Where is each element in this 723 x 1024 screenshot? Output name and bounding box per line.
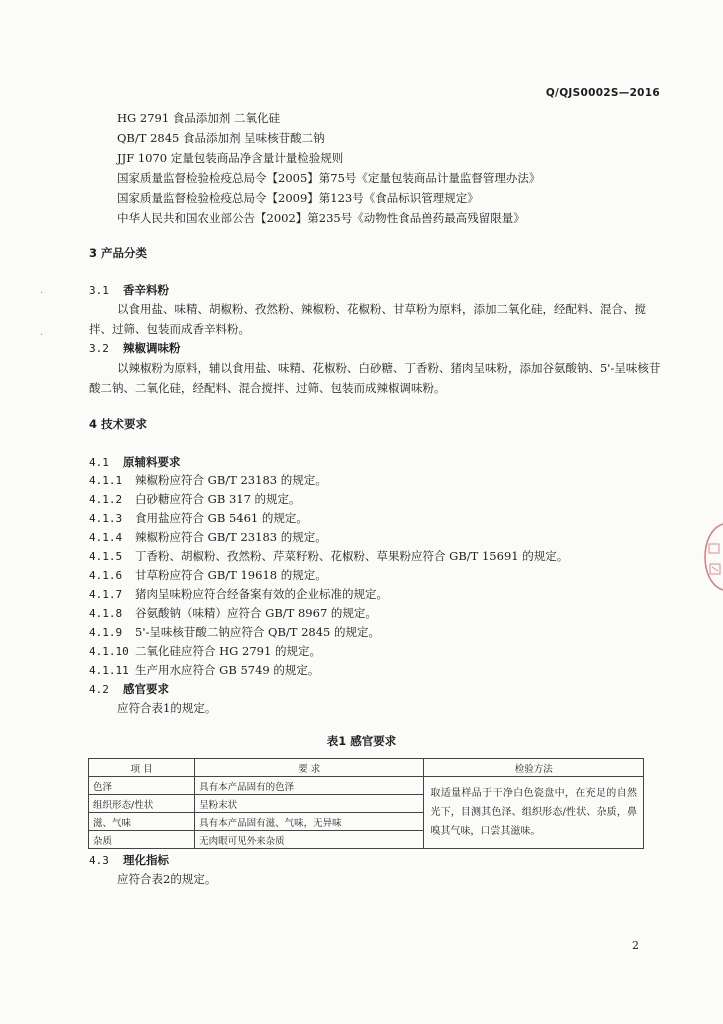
scan-dot: · — [40, 288, 44, 299]
table-cell: 组织形态/性状 — [89, 795, 195, 813]
item-number: 4.1.4 — [89, 531, 123, 544]
item-number: 4.1.10 — [89, 645, 129, 658]
item-number: 4.1.1 — [89, 474, 123, 487]
table-cell: 色泽 — [89, 777, 195, 795]
item-text: 5'-呈味核苷酸二钠应符合 QB/T 2845 的规定。 — [135, 625, 381, 639]
requirement-item — [89, 662, 319, 679]
item-number: 4.1.3 — [89, 512, 123, 525]
item-text: 辣椒粉应符合 GB/T 23183 的规定。 — [135, 530, 327, 544]
red-seal-fragment — [701, 522, 723, 592]
standard-code: Q/QJS0002S—2016 — [545, 87, 660, 99]
table-cell: 具有本产品固有的色泽 — [195, 777, 424, 795]
table-cell: 杂质 — [89, 831, 195, 849]
item-text: 白砂糖应符合 GB 317 的规定。 — [135, 492, 301, 506]
column-header-requirement: 要 求 — [195, 759, 424, 777]
reference-line: HG 2791 食品添加剂 二氧化硅 — [117, 111, 280, 125]
subsection-4-2-text: 应符合表1的规定。 — [117, 701, 217, 715]
subsection-4-3-text: 应符合表2的规定。 — [117, 872, 217, 886]
item-number: 4.1.7 — [89, 588, 123, 601]
item-text: 生产用水应符合 GB 5749 的规定。 — [135, 663, 320, 677]
subsection-3-2-heading — [89, 340, 181, 357]
subsection-title: 原辅料要求 — [123, 455, 181, 469]
table-header-row — [89, 759, 644, 777]
table-cell: 呈粉末状 — [195, 795, 424, 813]
item-number: 4.1.9 — [89, 626, 123, 639]
table-1-title: 表1 感官要求 — [326, 734, 397, 748]
requirement-item — [89, 624, 380, 641]
item-text: 辣椒粉应符合 GB/T 23183 的规定。 — [135, 473, 327, 487]
subsection-3-2-text: 以辣椒粉为原料，辅以食用盐、味精、花椒粉、白砂糖、丁香粉、猪肉呈味粉，添加谷氨酸钠、5'-呈味核苷酸二钠、二氧化硅，经配料、混合搅拌、过筛、包装而成辣椒调味粉。 — [89, 361, 661, 395]
section-4-heading: 4 技术要求 — [89, 417, 148, 431]
requirement-item — [89, 491, 301, 508]
table-cell: 滋、气味 — [89, 813, 195, 831]
item-text: 谷氨酸钠（味精）应符合 GB/T 8967 的规定。 — [135, 606, 377, 620]
subsection-4-1-heading — [89, 454, 181, 471]
reference-line: JJF 1070 定量包装商品净含量计量检验规则 — [117, 151, 344, 165]
requirement-item — [89, 529, 327, 546]
page-number: 2 — [632, 939, 639, 952]
table-row — [89, 777, 644, 795]
scan-dot: · — [40, 330, 44, 341]
subsection-4-2-heading — [89, 681, 169, 698]
subsection-number: 4.1 — [89, 456, 109, 469]
item-number: 4.1.11 — [89, 664, 129, 677]
reference-line: QB/T 2845 食品添加剂 呈味核苷酸二钠 — [117, 131, 325, 145]
subsection-title: 理化指标 — [123, 853, 169, 867]
requirement-item — [89, 472, 327, 489]
requirement-item — [89, 510, 308, 527]
requirement-item — [89, 548, 568, 565]
subsection-title: 香辛料粉 — [123, 283, 169, 297]
requirement-item — [89, 643, 321, 660]
section-3-heading: 3 产品分类 — [89, 246, 148, 260]
subsection-number: 3.2 — [89, 342, 109, 355]
item-number: 4.1.8 — [89, 607, 123, 620]
item-text: 食用盐应符合 GB 5461 的规定。 — [135, 511, 308, 525]
table-cell: 无肉眼可见外来杂质 — [195, 831, 424, 849]
item-number: 4.1.5 — [89, 550, 123, 563]
subsection-3-1-text: 以食用盐、味精、胡椒粉、孜然粉、辣椒粉、花椒粉、甘草粉为原料，添加二氧化硅，经配料、混合、搅拌、过筛、包装而成香辛料粉。 — [89, 302, 646, 336]
reference-line: 中华人民共和国农业部公告【2002】第235号《动物性食品兽药最高残留限量》 — [117, 211, 525, 225]
subsection-title: 辣椒调味粉 — [123, 341, 181, 355]
subsection-4-3-heading — [89, 852, 169, 869]
inspection-method-cell: 取适量样品于干净白色瓷盘中，在充足的自然光下，目测其色泽、组织形态/性状、杂质，鼻嗅其气味，口尝其滋味。 — [424, 777, 644, 849]
item-number: 4.1.6 — [89, 569, 123, 582]
requirement-item — [89, 567, 327, 584]
column-header-method: 检验方法 — [424, 759, 644, 777]
requirement-item — [89, 605, 377, 622]
item-text: 丁香粉、胡椒粉、孜然粉、芹菜籽粉、花椒粉、草果粉应符合 GB/T 15691 的规定。 — [135, 549, 569, 563]
item-number: 4.1.2 — [89, 493, 123, 506]
item-text: 二氧化硅应符合 HG 2791 的规定。 — [135, 644, 321, 658]
item-text: 猪肉呈味粉应符合经备案有效的企业标准的规定。 — [135, 587, 388, 601]
subsection-number: 3.1 — [89, 284, 109, 297]
subsection-3-1-heading — [89, 282, 169, 299]
reference-line: 国家质量监督检验检疫总局令【2005】第75号《定量包装商品计量监督管理办法》 — [117, 171, 541, 185]
requirement-item — [89, 586, 388, 603]
sensory-requirements-table — [88, 758, 644, 849]
subsection-number: 4.2 — [89, 683, 109, 696]
column-header-item: 项 目 — [89, 759, 195, 777]
subsection-number: 4.3 — [89, 854, 109, 867]
table-cell: 具有本产品固有滋、气味，无异味 — [195, 813, 424, 831]
item-text: 甘草粉应符合 GB/T 19618 的规定。 — [135, 568, 327, 582]
reference-line: 国家质量监督检验检疫总局令【2009】第123号《食品标识管理规定》 — [117, 191, 479, 205]
subsection-title: 感官要求 — [123, 682, 169, 696]
